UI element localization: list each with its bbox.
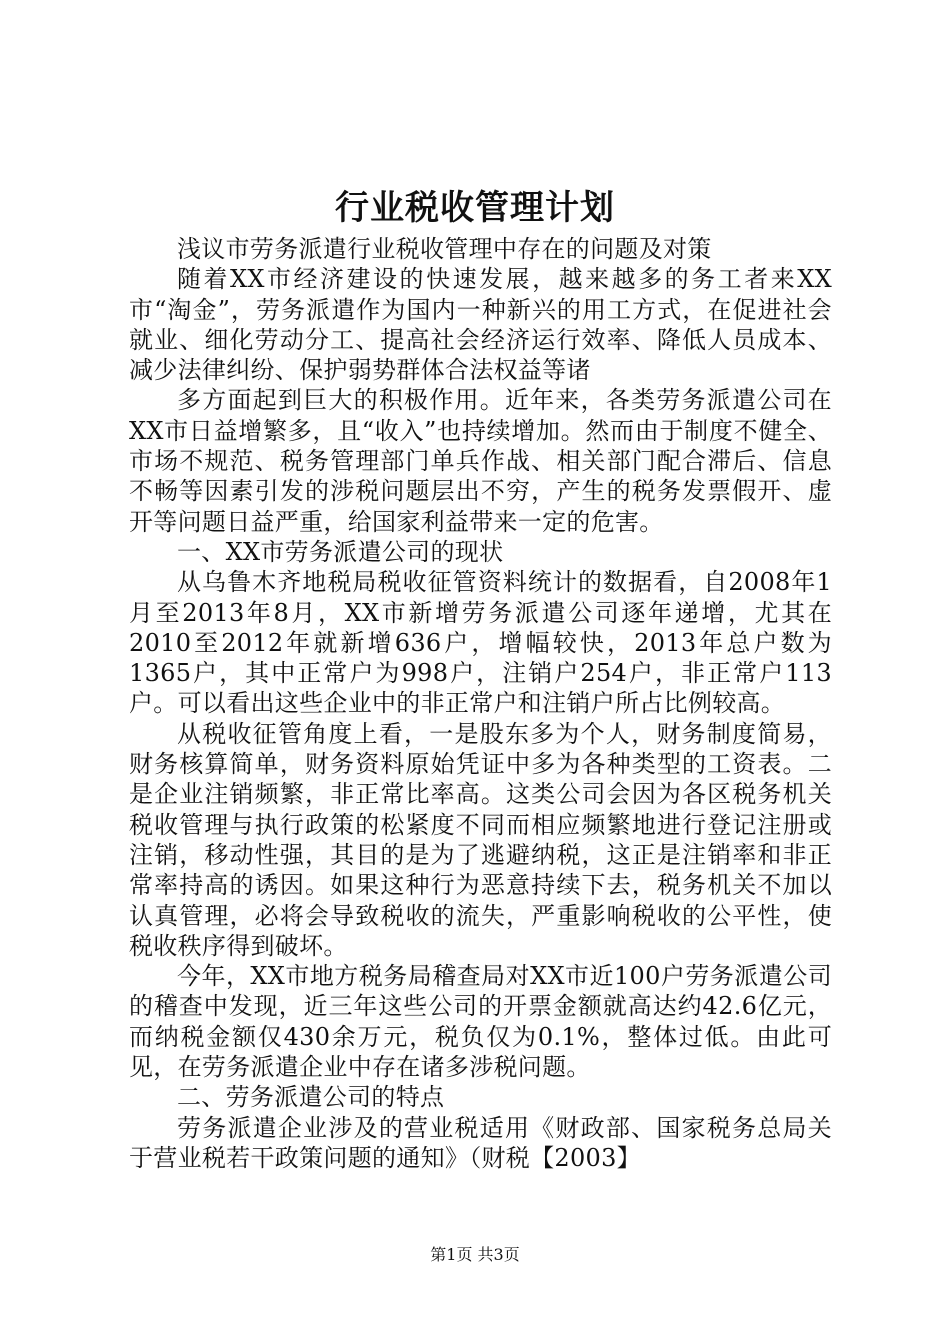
- document-title: 行业税收管理计划: [335, 188, 615, 228]
- paragraph: 随着XX市经济建设的快速发展，越来越多的务工者来XX市“淘金”，劳务派遣作为国内一种新兴的用工方式，在促进社会就业、细化劳动分工、提高社会经济运行效率、降低人员成本、减少法律纠纷、保护弱势群体合法权益等诸: [129, 265, 832, 385]
- page-footer: 第1页 共3页: [430, 1245, 520, 1264]
- paragraph: 劳务派遣企业涉及的营业税适用《财政部、国家税务总局关于营业税若干政策问题的通知》（财税【2003】: [129, 1113, 832, 1172]
- paragraph: 从乌鲁木齐地税局税收征管资料统计的数据看，自2008年1月至2013年8月，XX市新增劳务派遣公司逐年递增，尤其在2010至2012年就新增636户，增幅较快，2013年总户数为1365户，其中正常户为998户，注销户254户，非正常户113户。可以看出这些企业中的非正常户和注销户所占比例较高。: [129, 568, 832, 718]
- section-heading: 一、XX市劳务派遣公司的现状: [177, 537, 504, 566]
- section-heading: 二、劳务派遣公司的特点: [177, 1083, 445, 1112]
- paragraph: 多方面起到巨大的积极作用。近年来，各类劳务派遣公司在XX市日益增繁多，且“收入”也持续增加。然而由于制度不健全、市场不规范、税务管理部门单兵作战、相关部门配合滞后、信息不畅等因素引发的涉税问题层出不穷，产生的税务发票假开、虚开等问题日益严重，给国家利益带来一定的危害。: [129, 386, 832, 536]
- paragraph-subtitle: 浅议市劳务派遣行业税收管理中存在的问题及对策: [177, 235, 712, 263]
- paragraph: 今年，XX市地方税务局稽查局对XX市近100户劳务派遣公司的稽查中发现，近三年这些公司的开票金额就高达约42.6亿元，而纳税金额仅430余万元，税负仅为0.1%，整体过低。由此可见，在劳务派遣企业中存在诸多涉税问题。: [129, 962, 832, 1082]
- document-body: [129, 234, 832, 1173]
- paragraph: 从税收征管角度上看，一是股东多为个人，财务制度简易，财务核算简单，财务资料原始凭证中多为各种类型的工资表。二是企业注销频繁，非正常比率高。这类公司会因为各区税务机关税收管理与执行政策的松紧度不同而相应频繁地进行登记注册或注销，移动性强，其目的是为了逃避纳税，这正是注销率和非正常率持高的诱因。如果这种行为恶意持续下去，税务机关不加以认真管理，必将会导致税收的流失，严重影响税收的公平性，使税收秩序得到破坏。: [129, 719, 832, 960]
